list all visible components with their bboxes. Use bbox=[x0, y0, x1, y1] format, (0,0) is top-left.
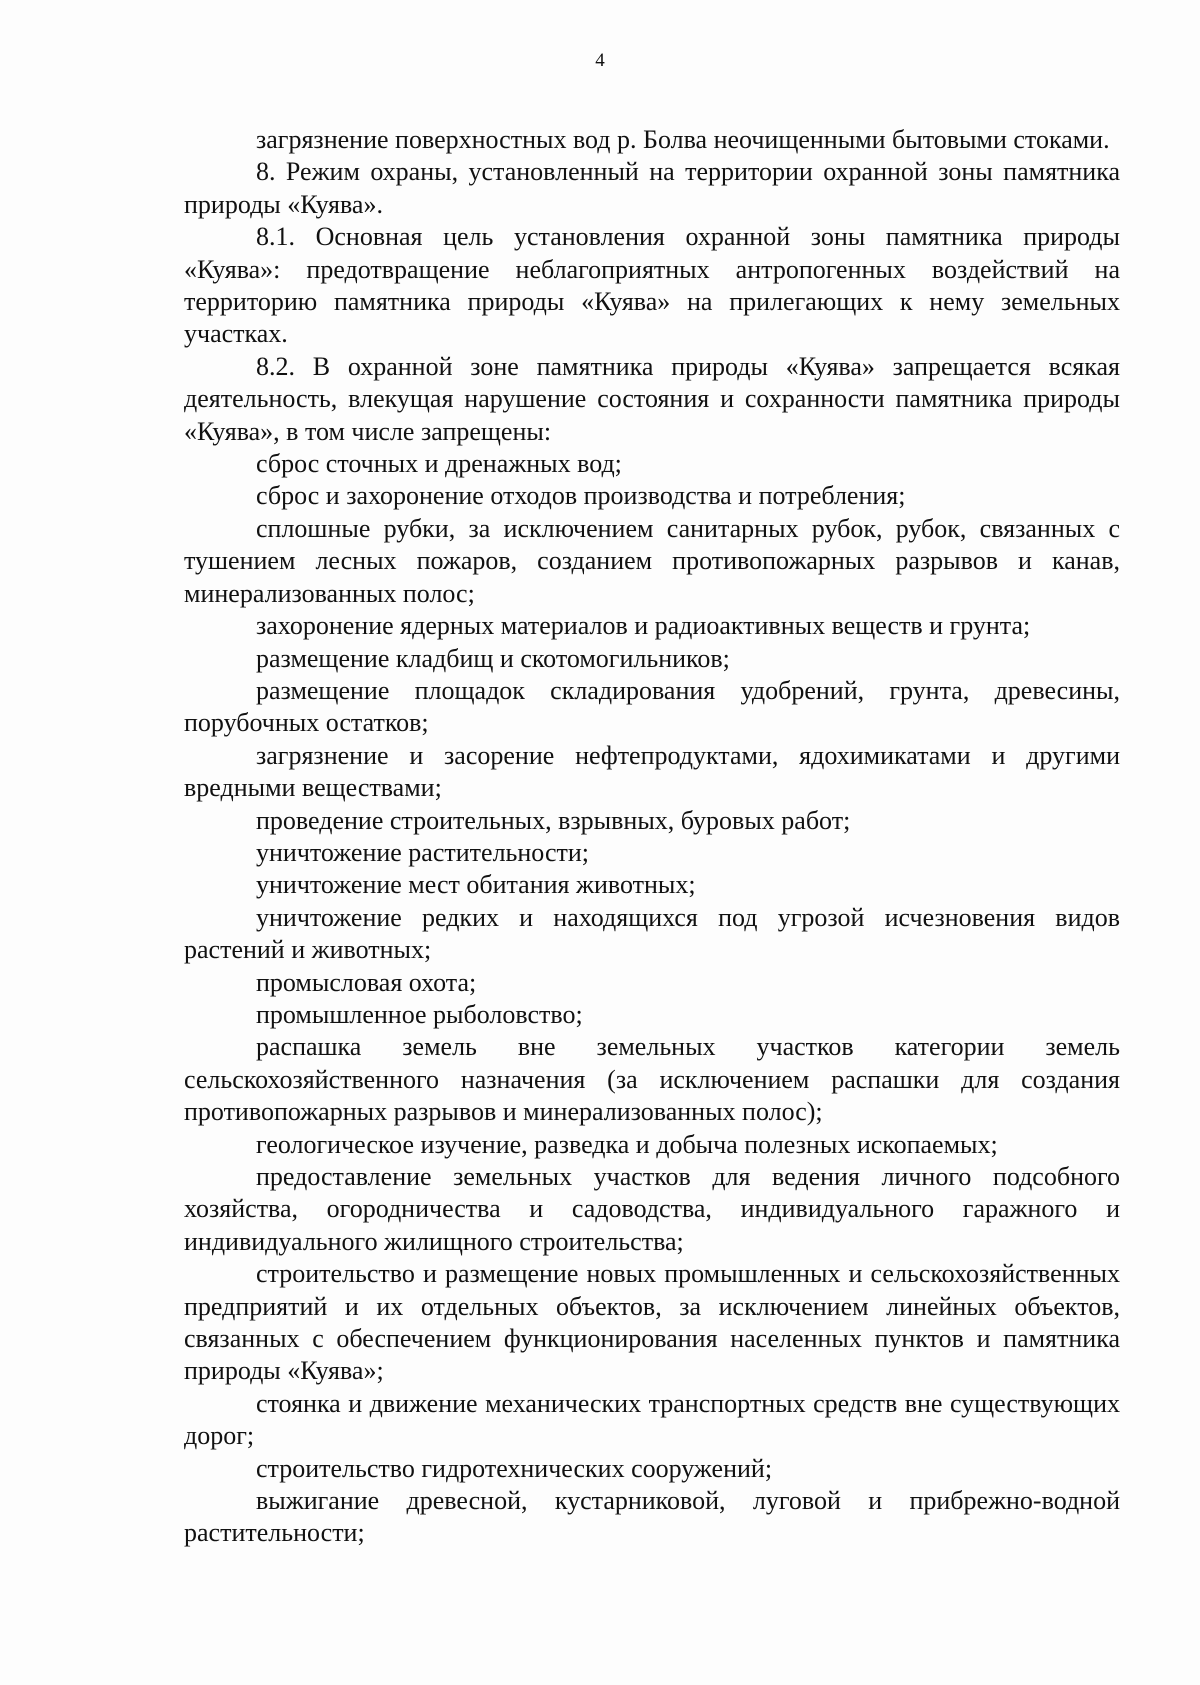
prohibition-item: распашка земель вне земельных участков категории земель сельскохозяйственного назначения (за исключением распашки для создания противопожарных разрывов и минерализованных полос); bbox=[184, 1032, 1120, 1127]
prohibition-item: уничтожение растительности; bbox=[256, 837, 589, 867]
prohibition-item: строительство гидротехнических сооружений; bbox=[256, 1453, 773, 1483]
paragraph-section-8-1: 8.1. Основная цель установления охранной зоны памятника природы «Куява»: предотвращение неблагоприятных антропогенных воздействий на территорию памятника природы «Куява» на прилегающих к нему земельных участках. bbox=[184, 222, 1120, 349]
prohibition-item: выжигание древесной, кустарниковой, луговой и прибрежно-водной растительности; bbox=[184, 1486, 1120, 1548]
paragraph-section-8-2: 8.2. В охранной зоне памятника природы «Куява» запрещается всякая деятельность, влекущая нарушение состояния и сохранности памятника природы «Куява», в том числе запрещены: bbox=[184, 351, 1120, 446]
prohibition-item: стоянка и движение механических транспортных средств вне существующих дорог; bbox=[184, 1388, 1120, 1451]
prohibition-item: геологическое изучение, разведка и добыча полезных ископаемых; bbox=[256, 1129, 998, 1159]
document-body bbox=[184, 124, 1120, 1550]
paragraph-water-pollution: загрязнение поверхностных вод р. Болва неочищенными бытовыми стоками. bbox=[256, 125, 1110, 154]
prohibition-item: сброс сточных и дренажных вод; bbox=[256, 449, 622, 479]
prohibition-item: размещение кладбищ и скотомогильников; bbox=[256, 643, 730, 673]
prohibition-item: промышленное рыболовство; bbox=[256, 999, 583, 1029]
prohibition-item: загрязнение и засорение нефтепродуктами, ядохимикатами и другими вредными веществами; bbox=[184, 740, 1120, 803]
prohibition-item: уничтожение мест обитания животных; bbox=[256, 870, 696, 900]
prohibition-item: уничтожение редких и находящихся под угрозой исчезновения видов растений и животных; bbox=[184, 902, 1120, 965]
prohibition-item: промысловая охота; bbox=[256, 967, 477, 997]
prohibition-item: захоронение ядерных материалов и радиоактивных веществ и грунта; bbox=[256, 611, 1031, 641]
prohibition-item: предоставление земельных участков для ведения личного подсобного хозяйства, огородничества и садоводства, индивидуального гаражного и индивидуального жилищного строительства; bbox=[184, 1162, 1120, 1256]
page-number: 4 bbox=[595, 50, 605, 71]
prohibition-item: строительство и размещение новых промышленных и сельскохозяйственных предприятий и их отдельных объектов, за исключением линейных объектов, связанных с обеспечением функционирования населенных пунктов и памятника природы «Куява»; bbox=[184, 1259, 1120, 1386]
prohibition-item: проведение строительных, взрывных, буровых работ; bbox=[256, 805, 851, 835]
prohibition-item: сплошные рубки, за исключением санитарных рубок, рубок, связанных с тушением лесных пожаров, созданием противопожарных разрывов и канав, минерализованных полос; bbox=[184, 513, 1120, 608]
prohibition-item: сброс и захоронение отходов производства и потребления; bbox=[256, 481, 906, 511]
prohibition-item: размещение площадок складирования удобрений, грунта, древесины, порубочных остатков; bbox=[184, 675, 1120, 738]
paragraph-section-8: 8. Режим охраны, установленный на территории охранной зоны памятника природы «Куява». bbox=[184, 157, 1120, 219]
